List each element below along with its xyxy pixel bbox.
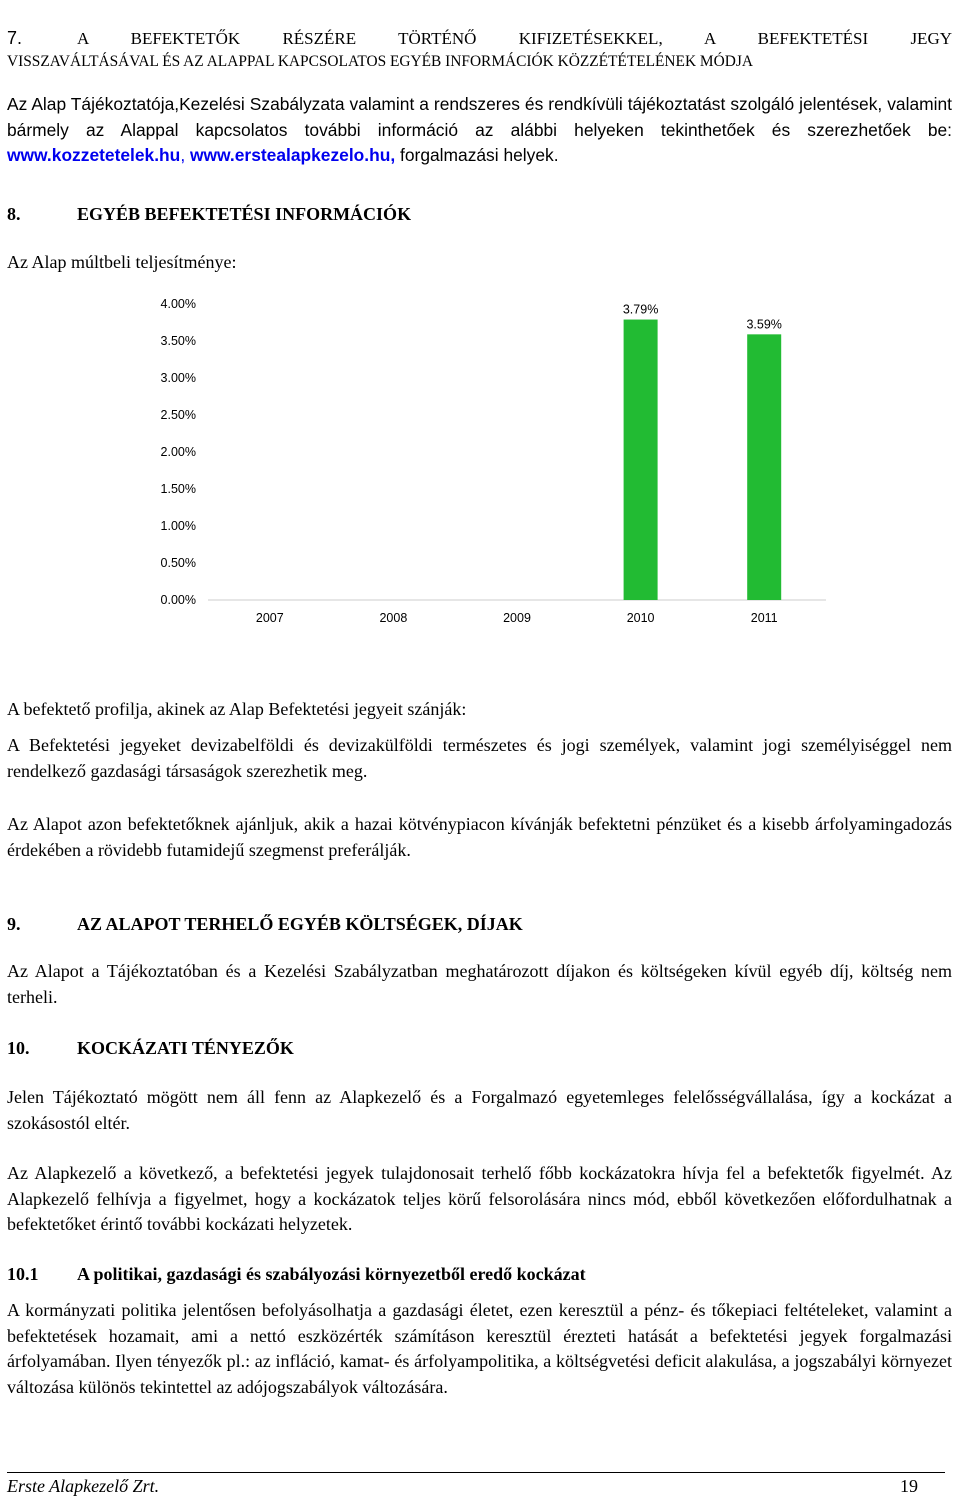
section-9-paragraph: Az Alapot a Tájékoztatóban és a Kezelési Szabályzatban meghatározott díjakon és költségeken kívül egyéb díj, költség nem terheli. — [7, 961, 952, 1007]
section-8-title: EGYÉB BEFEKTETÉSI INFORMÁCIÓK — [77, 204, 412, 224]
y-tick-label: 3.00% — [160, 371, 196, 385]
section-10-1-title: A politikai, gazdasági és szabályozási környezetből eredő kockázat — [77, 1264, 586, 1284]
y-axis-labels — [161, 297, 196, 607]
section-7-number: 7. — [7, 28, 23, 48]
performance-intro: Az Alap múltbeli teljesítménye: — [7, 252, 237, 272]
y-tick-label: 3.50% — [160, 334, 196, 348]
section-10-paragraph2: Az Alapkezelő a következő, a befektetési jegyek tulajdonosait terhelő főbb kockázatokra hívja fel a befektetők figyelmét. Az Alapkezelő felhívja a figyelmet, hogy a kockázatok teljes körű felsorolására nincs mód, ebből következően előfordulhatnak a befektetőket érintő további kockázati helyzetek. — [7, 1163, 952, 1234]
section-7-heading — [7, 26, 952, 73]
section-10-heading — [7, 1036, 952, 1061]
x-tick-label: 2007 — [255, 611, 284, 625]
footer-rule — [7, 1472, 945, 1473]
bar-2011 — [747, 334, 781, 600]
page-number: 19 — [900, 1476, 918, 1496]
section-7-paragraph: Az Alap Tájékoztatója,Kezelési Szabályzata valamint a rendszeres és rendkívüli tájékoztatást szolgáló jelentések, valamint bármely az Alappal kapcsolatos további információ az alábbi helyeken tekinthetőek és szerezhetőek be: www.kozzetetelek.hu, www.erstealapkezelo.hu, forgalmazási helyek. — [7, 94, 952, 165]
section-7-title-line2: VISSZAVÁLTÁSÁVAL ÉS AZ ALAPPAL KAPCSOLATOS EGYÉB INFORMÁCIÓK KÖZZÉTÉTELÉNEK MÓDJA — [7, 53, 753, 70]
bars — [624, 320, 782, 600]
footer-company: Erste Alapkezelő Zrt. — [7, 1476, 160, 1496]
section-10-1-paragraph: A kormányzati politika jelentősen befolyásolhatja a gazdasági életet, ezen keresztül a pénz- és tőkepiaci feltételeket, valamint a befektetések hozamait, ami a nettó eszközérték számításon keresztül érezteti hatását a befektetési jegyek forgalmazási árfolyamában. Ilyen tényezők pl.: az infláció, kamat- és árfolyampolitika, a költségvetési deficit alakulása, a jogszabályi környezet változása különös tekintettel az adójogszabályok változására. — [7, 1300, 952, 1397]
section-10-title: KOCKÁZATI TÉNYEZŐK — [77, 1038, 294, 1058]
section-9-number: 9. — [7, 914, 21, 934]
section-10-1-heading — [7, 1262, 952, 1287]
y-tick-label: 1.00% — [160, 519, 196, 533]
x-tick-label: 2011 — [750, 611, 778, 625]
x-tick-label: 2008 — [379, 611, 408, 625]
investor-profile-heading: A befektető profilja, akinek az Alap Befektetési jegyeit szánják: — [7, 699, 467, 719]
section-10-paragraph1: Jelen Tájékoztató mögött nem áll fenn az Alapkezelő és a Forgalmazó egyetemleges felelősségvállalása, így a kockázat a szokásostól eltér. — [7, 1087, 952, 1133]
investor-profile-para2: Az Alapot azon befektetőknek ajánljuk, akik a hazai kötvénypiacon kívánják befektetni pénzüket és a kisebb árfolyamingadozás érdekében a rövidebb futamidejű szegmenst preferálják. — [7, 814, 952, 860]
section-7-title-line1: 7. A BEFEKTETŐK RÉSZÉRE TÖRTÉNŐ KIFIZETÉSEKKEL, A BEFEKTETÉSI JEGY — [7, 26, 952, 51]
performance-bar-chart — [140, 290, 840, 635]
kozzetetelek-link[interactable]: www.kozzetetelek.hu — [7, 145, 181, 165]
section-8-heading — [7, 202, 952, 227]
y-tick-label: 4.00% — [160, 297, 196, 311]
section-10-1-number: 10.1 — [7, 1264, 39, 1284]
section-10-number: 10. — [7, 1038, 30, 1058]
x-tick-label: 2010 — [626, 611, 655, 625]
bar-value-label: 3.59% — [746, 317, 782, 332]
erstealapkezelo-link[interactable]: www.erstealapkezelo.hu, — [189, 145, 396, 165]
y-tick-label: 2.50% — [160, 408, 196, 422]
section-8-number: 8. — [7, 204, 21, 224]
bar-value-label: 3.79% — [622, 302, 659, 317]
section-9-heading — [7, 912, 952, 937]
y-tick-label: 2.00% — [160, 445, 196, 459]
investor-profile-para1: A Befektetési jegyeket devizabelföldi és devizakülföldi természetes és jogi személyek, valamint jogi személyiséggel nem rendelkező gazdasági társaságok szerezhetik meg. — [7, 735, 952, 781]
y-tick-label: 0.00% — [160, 593, 196, 607]
y-tick-label: 1.50% — [160, 482, 196, 496]
section-9-title: AZ ALAPOT TERHELŐ EGYÉB KÖLTSÉGEK, DÍJAK — [77, 914, 523, 934]
y-tick-label: 0.50% — [160, 556, 196, 570]
x-tick-label: 2009 — [503, 611, 531, 625]
bar-2010 — [624, 320, 658, 600]
x-axis-labels — [256, 611, 778, 625]
